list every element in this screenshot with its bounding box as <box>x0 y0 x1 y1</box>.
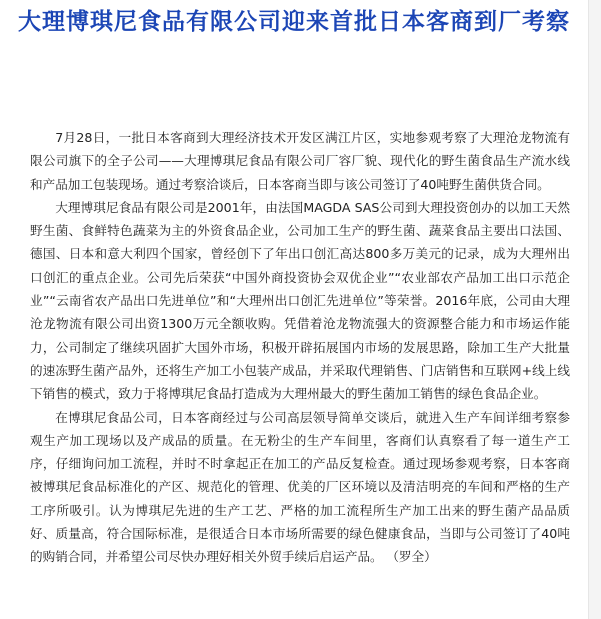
article-title: 大理博琪尼食品有限公司迎来首批日本客商到厂考察 <box>18 9 570 35</box>
vertical-scrollbar[interactable] <box>588 0 601 619</box>
article-paragraph-3 <box>30 406 570 569</box>
article-paragraph-3-text: 在博琪尼食品公司，日本客商经过与公司高层领导简单交谈后，就进入生产车间详细考察参观生产加工现场以及产成品的质量。在无粉尘的生产车间里，客商们认真察看了每一道生产工序，仔细询问加工流程，并时不时拿起正在加工的产品反复检查。通过现场参观考察，日本客商被博琪尼食品标准化的产区、规范化的管理、优美的厂区环境以及清洁明亮的车间和严格的生产工序所吸引。认为博琪尼先进的生产工艺、严格的加工流程所生产加工出来的野生菌产品品质好、质量高，符合国际标准，是很适合日本市场所需要的绿色健康食品，当即与公司签订了40吨的购销合同，并希望公司尽快办理好相关外贸手续后启运产品。 <box>30 409 570 565</box>
article-paragraph-1: 7月28日，一批日本客商到大理经济技术开发区满江片区，实地参观考察了大理沧龙物流有限公司旗下的全子公司——大理博琪尼食品有限公司厂容厂貌、现代化的野生菌食品生产流水线和产品加工包装现场。通过考察洽谈后，日本客商当即与该公司签订了40吨野生菌供货合同。 <box>30 130 570 192</box>
author-credit: （罗全） <box>392 549 437 565</box>
article-paragraph-2: 大理博琪尼食品有限公司是2001年，由法国MAGDA SAS公司到大理投资创办的以加工天然野生菌、食鲜特色蔬菜为主的外资食品企业，公司加工生产的野生菌、蔬菜食品主要出口法国、德国、日本和意大利四个国家，曾经创下了年出口创汇高达800多万美元的记录，成为大理州出口创汇的重点企业。公司先后荣获“中国外商投资协会双优企业”“农业部农产品加工出口示范企业”“云南省农产品出口先进单位”和“大理州出口创汇先进单位”等荣誉。2016年底，公司由大理沧龙物流有限公司出资1300万元全额收购。凭借着沧龙物流强大的资源整合能力和市场运作能力，公司制定了继续巩固扩大国外市场，积极开辟拓展国内市场的发展思路，除加工生产大批量的速冻野生菌产品外，还将生产加工小包装产成品，并采取代理销售、门店销售和互联网+线上线下销售的模式，致力于将博琪尼食品打造成为大理州最大的野生菌加工销售的绿色食品企业。 <box>30 199 570 402</box>
article-body <box>30 126 570 569</box>
